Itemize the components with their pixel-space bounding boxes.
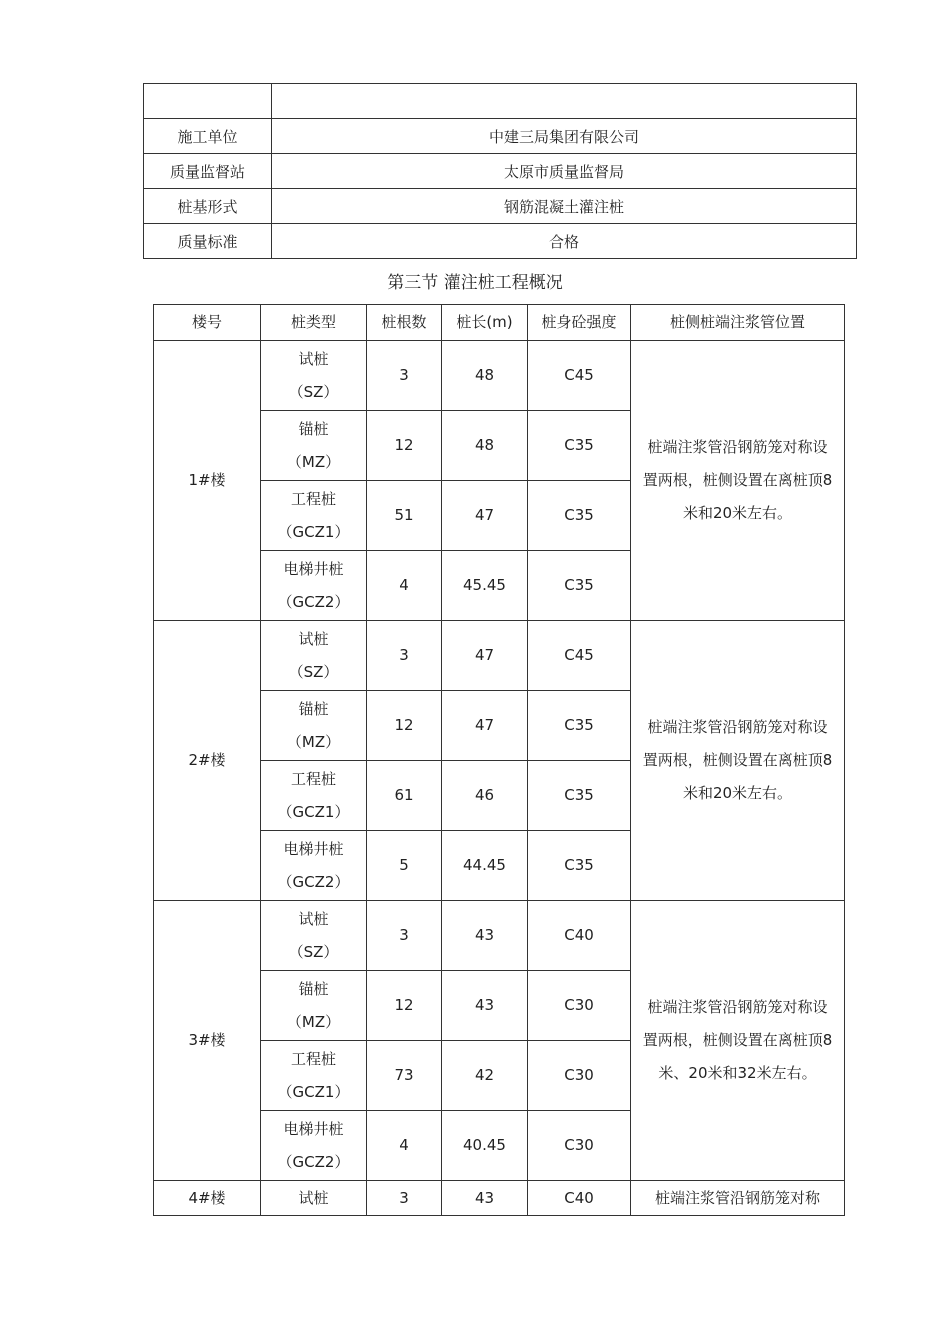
info-value xyxy=(272,84,857,119)
grouting-note: 桩端注浆管沿钢筋笼对称 xyxy=(631,1181,845,1216)
pile-count: 73 xyxy=(367,1041,442,1111)
pile-count: 12 xyxy=(367,971,442,1041)
pile-code: （GCZ1） xyxy=(277,1082,350,1101)
pile-type-cell xyxy=(261,691,367,761)
pile-count: 3 xyxy=(367,621,442,691)
pile-strength: C45 xyxy=(528,341,631,411)
pile-strength: C40 xyxy=(528,1181,631,1216)
building-name: 3#楼 xyxy=(154,901,261,1181)
pile-code: （GCZ2） xyxy=(277,872,350,891)
pile-type-cell xyxy=(261,341,367,411)
info-row xyxy=(144,154,857,189)
pile-type-cell xyxy=(261,1041,367,1111)
pile-type: 锚桩 xyxy=(298,979,329,998)
pile-length: 43 xyxy=(442,901,528,971)
pile-type: 试桩 xyxy=(298,349,329,368)
pile-type-cell xyxy=(261,481,367,551)
pile-code: （GCZ2） xyxy=(277,1152,350,1171)
column-header: 桩身砼强度 xyxy=(528,305,631,341)
pile-length: 46 xyxy=(442,761,528,831)
pile-count: 3 xyxy=(367,341,442,411)
pile-code: （GCZ2） xyxy=(277,592,350,611)
pile-type: 工程桩 xyxy=(290,489,336,508)
info-label: 施工单位 xyxy=(144,119,272,154)
pile-count: 51 xyxy=(367,481,442,551)
info-label xyxy=(144,84,272,119)
pile-type-cell xyxy=(261,761,367,831)
pile-type-cell xyxy=(261,971,367,1041)
grouting-note: 桩端注浆管沿钢筋笼对称设置两根，桩侧设置在离桩顶8米和20米左右。 xyxy=(631,341,845,621)
info-row xyxy=(144,224,857,259)
pile-type-cell xyxy=(261,621,367,691)
pile-type-cell xyxy=(261,831,367,901)
grouting-note: 桩端注浆管沿钢筋笼对称设置两根，桩侧设置在离桩顶8米和20米左右。 xyxy=(631,621,845,901)
info-label: 质量监督站 xyxy=(144,154,272,189)
pile-type: 电梯井桩 xyxy=(283,839,344,858)
pile-code: （MZ） xyxy=(286,452,341,471)
pile-count: 12 xyxy=(367,411,442,481)
pile-length: 48 xyxy=(442,411,528,481)
pile-type: 试桩 xyxy=(298,909,329,928)
pile-type: 锚桩 xyxy=(298,419,329,438)
pile-strength: C35 xyxy=(528,411,631,481)
pile-count: 61 xyxy=(367,761,442,831)
pile-type: 试桩 xyxy=(298,629,329,648)
pile-count: 5 xyxy=(367,831,442,901)
pile-length: 47 xyxy=(442,481,528,551)
pile-strength: C45 xyxy=(528,621,631,691)
building-name: 1#楼 xyxy=(154,341,261,621)
pile-strength: C30 xyxy=(528,1041,631,1111)
pile-length: 47 xyxy=(442,621,528,691)
pile-strength: C30 xyxy=(528,971,631,1041)
info-label: 桩基形式 xyxy=(144,189,272,224)
pile-strength: C35 xyxy=(528,831,631,901)
pile-length: 42 xyxy=(442,1041,528,1111)
pile-count: 3 xyxy=(367,1181,442,1216)
pile-type: 工程桩 xyxy=(290,1049,336,1068)
pile-type: 电梯井桩 xyxy=(283,559,344,578)
pile-count: 4 xyxy=(367,1111,442,1181)
column-header: 桩侧桩端注浆管位置 xyxy=(631,305,845,341)
pile-count: 3 xyxy=(367,901,442,971)
info-row xyxy=(144,119,857,154)
pile-code: （MZ） xyxy=(286,732,341,751)
info-row xyxy=(144,84,857,119)
pile-type-cell xyxy=(261,1111,367,1181)
info-row xyxy=(144,189,857,224)
pile-code: （GCZ1） xyxy=(277,802,350,821)
pile-row xyxy=(154,621,845,691)
info-value: 合格 xyxy=(272,224,857,259)
pile-strength: C35 xyxy=(528,481,631,551)
pile-overview-table xyxy=(153,304,845,1216)
pile-length: 43 xyxy=(442,971,528,1041)
pile-strength: C35 xyxy=(528,551,631,621)
pile-type: 电梯井桩 xyxy=(283,1119,344,1138)
info-value: 中建三局集团有限公司 xyxy=(272,119,857,154)
column-header: 桩类型 xyxy=(261,305,367,341)
pile-code: （MZ） xyxy=(286,1012,341,1031)
pile-row xyxy=(154,901,845,971)
pile-strength: C35 xyxy=(528,761,631,831)
info-value: 钢筋混凝土灌注桩 xyxy=(272,189,857,224)
info-value: 太原市质量监督局 xyxy=(272,154,857,189)
project-info-table xyxy=(143,83,857,259)
pile-code: （GCZ1） xyxy=(277,522,350,541)
pile-count: 12 xyxy=(367,691,442,761)
building-name: 2#楼 xyxy=(154,621,261,901)
column-header: 桩长(m) xyxy=(442,305,528,341)
pile-row xyxy=(154,341,845,411)
section-title: 第三节 灌注桩工程概况 xyxy=(387,273,563,293)
pile-type-cell xyxy=(261,901,367,971)
pile-length: 48 xyxy=(442,341,528,411)
grouting-note: 桩端注浆管沿钢筋笼对称设置两根，桩侧设置在离桩顶8米、20米和32米左右。 xyxy=(631,901,845,1181)
pile-strength: C30 xyxy=(528,1111,631,1181)
pile-type-cell: 试桩 xyxy=(261,1181,367,1216)
pile-length: 43 xyxy=(442,1181,528,1216)
pile-type: 锚桩 xyxy=(298,699,329,718)
pile-strength: C35 xyxy=(528,691,631,761)
pile-length: 40.45 xyxy=(442,1111,528,1181)
building-name: 4#楼 xyxy=(154,1181,261,1216)
column-header: 桩根数 xyxy=(367,305,442,341)
pile-code: （SZ） xyxy=(288,942,339,961)
pile-code: （SZ） xyxy=(288,382,339,401)
pile-count: 4 xyxy=(367,551,442,621)
pile-length: 47 xyxy=(442,691,528,761)
pile-length: 45.45 xyxy=(442,551,528,621)
info-label: 质量标准 xyxy=(144,224,272,259)
pile-type-cell xyxy=(261,411,367,481)
pile-type-cell xyxy=(261,551,367,621)
pile-row xyxy=(154,1181,845,1216)
pile-length: 44.45 xyxy=(442,831,528,901)
pile-strength: C40 xyxy=(528,901,631,971)
header-row xyxy=(154,305,845,341)
pile-type: 工程桩 xyxy=(290,769,336,788)
pile-code: （SZ） xyxy=(288,662,339,681)
column-header: 楼号 xyxy=(154,305,261,341)
